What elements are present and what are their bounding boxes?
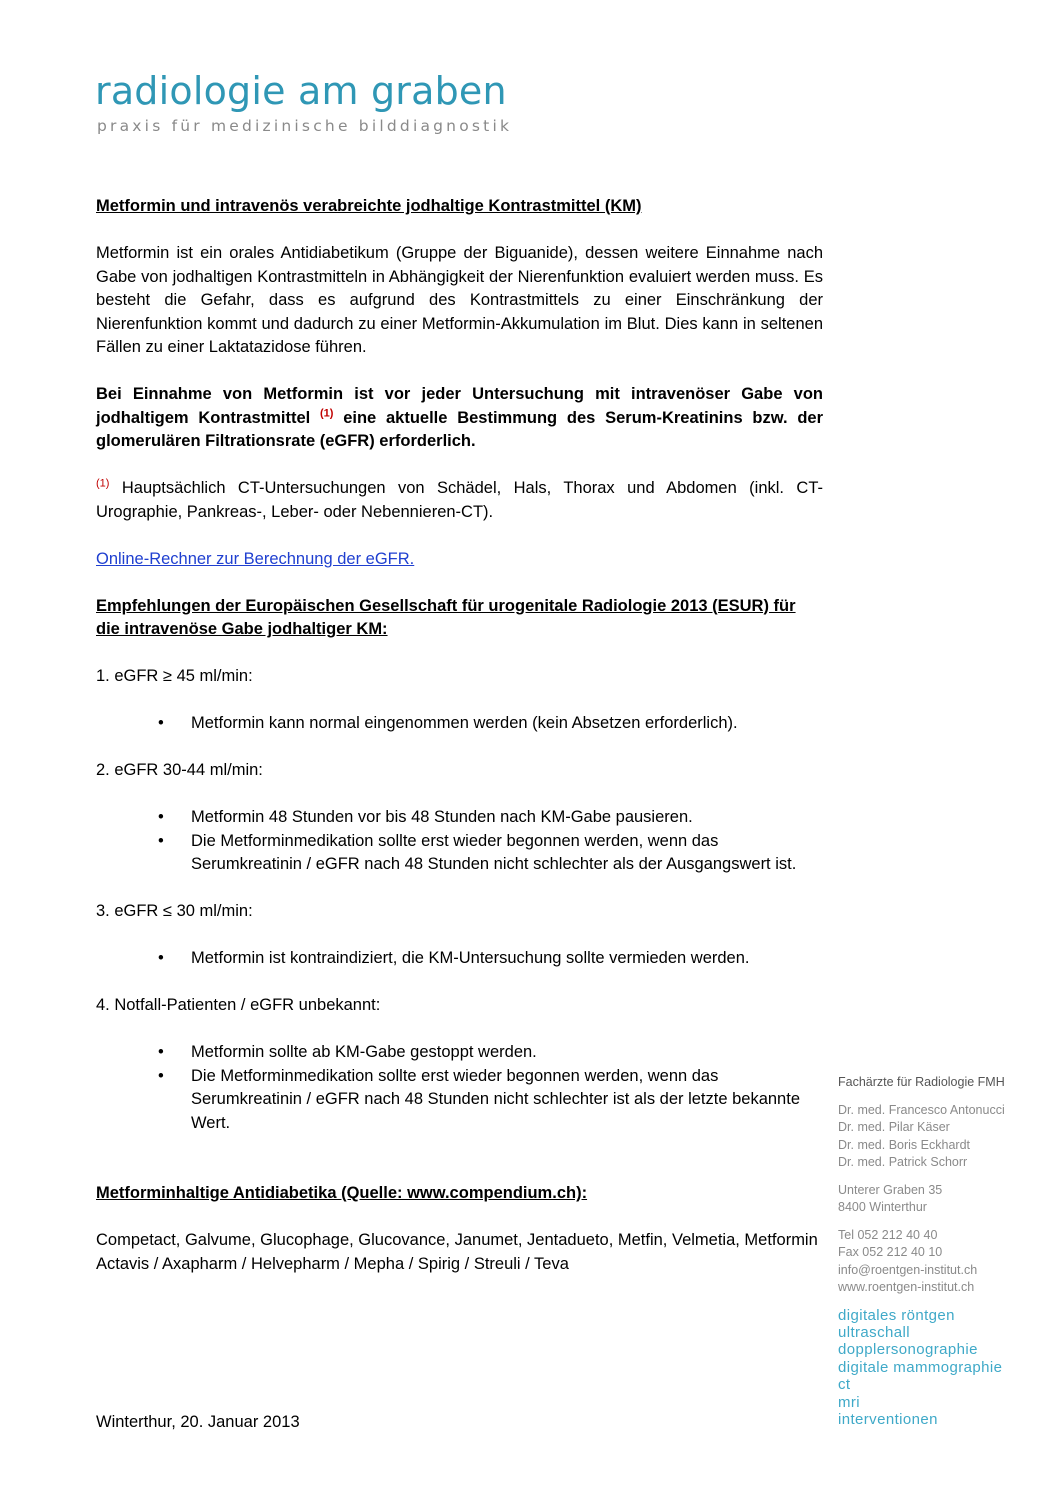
document-title: Metformin und intravenös verabreichte jodhaltige Kontrastmittel (KM) (96, 197, 642, 215)
egfr-calculator-link[interactable]: Online-Rechner zur Berechnung der eGFR. (96, 549, 415, 568)
footnote-reference: (1) (319, 407, 334, 419)
footnote-paragraph (96, 477, 823, 524)
footnote-marker: (1) (96, 477, 110, 490)
list-item: • Die Metforminmedikation sollte erst wieder begonnen werden, wenn das Serumkreatinin / eGFR nach 48 Stunden nicht schlechter ist als der letzte bekannte Wert. (191, 1065, 801, 1136)
list-item: • Metformin ist kontraindiziert, die KM-Untersuchung sollte vermieden werden. (191, 947, 801, 971)
list-item: • Die Metforminmedikation sollte erst wieder begonnen werden, wenn das Serumkreatinin / eGFR nach 48 Stunden nicht schlechter als der Ausgangswert ist. (191, 830, 801, 877)
group-2-list (96, 806, 823, 877)
fax-number: Fax 052 212 40 10 (838, 1245, 943, 1259)
list-item: • Metformin kann normal eingenommen werden (kein Absetzen erforderlich). (191, 712, 801, 736)
products-list: Competact, Galvume, Glucophage, Glucovance, Janumet, Jentadueto, Metfin, Velmetia, Metformin Actavis / Axapharm / Helvepharm / Mepha / Spirig / Streuli / Teva (96, 1231, 818, 1273)
group-3-label: 3. eGFR ≤ 30 ml/min: (96, 902, 253, 920)
letterhead-sidebar (838, 1074, 1048, 1428)
group-1-list (96, 712, 823, 736)
sidebar-heading: Fachärzte für Radiologie FMH (838, 1075, 1005, 1089)
document-date: Winterthur, 20. Januar 2013 (96, 1413, 300, 1431)
phone-number: Tel 052 212 40 40 (838, 1227, 938, 1242)
esur-heading: Empfehlungen der Europäischen Gesellschaft für urogenitale Radiologie 2013 (ESUR) für die intravenöse Gabe jodhaltiger KM: (96, 596, 796, 638)
group-4-label: 4. Notfall-Patienten / eGFR unbekannt: (96, 996, 381, 1014)
doctor-name: Dr. med. Boris Eckhardt (838, 1137, 970, 1152)
address-line: Unterer Graben 35 (838, 1182, 943, 1197)
warning-text-a: Bei Einnahme von Metformin ist vor jeder Untersuchung mit intravenöser Gabe von jodhaltigem Kontrastmittel (96, 385, 823, 427)
warning-paragraph (96, 383, 823, 454)
service-item: digitales röntgen (838, 1306, 955, 1324)
email-address: info@roentgen-institut.ch (838, 1262, 978, 1277)
service-item: dopplersonographie (838, 1341, 978, 1359)
logo-tagline: praxis für medizinische bilddiagnostik (97, 117, 513, 135)
intro-paragraph: Metformin ist ein orales Antidiabetikum (Gruppe der Biguanide), dessen weitere Einnahme nach Gabe von jodhaltigen Kontrastmitteln in Abhängigkeit der Nierenfunktion evaluiert werden muss. Es besteht die Gefahr, dass es aufgrund des Kontrastmittels zu einer Einschränkung der Nierenfunktion kommt und dadurch zu einer Metformin-Akkumulation im Blut. Dies kann in seltenen Fällen zu einer Laktatazidose führen. (96, 244, 823, 356)
group-2-label: 2. eGFR 30-44 ml/min: (96, 761, 263, 779)
warning-text-b: eine aktuelle Bestimmung des Serum-Kreatinins bzw. der glomerulären Filtrationsrate (eGFR) erforderlich. (96, 408, 823, 450)
service-item: interventionen (838, 1410, 938, 1428)
group-4-list (96, 1041, 823, 1135)
address-line: 8400 Winterthur (838, 1200, 927, 1214)
group-1-label: 1. eGFR ≥ 45 ml/min: (96, 667, 253, 685)
website-address: www.roentgen-institut.ch (838, 1280, 975, 1294)
service-item: ultraschall (838, 1323, 910, 1341)
list-item: • Metformin 48 Stunden vor bis 48 Stunden nach KM-Gabe pausieren. (191, 806, 801, 830)
footnote-text: Hauptsächlich CT-Untersuchungen von Schädel, Hals, Thorax und Abdomen (inkl. CT-Urographie, Pankreas-, Leber- oder Nebennieren-CT). (96, 479, 823, 521)
group-3-list (96, 947, 823, 971)
list-item: • Metformin sollte ab KM-Gabe gestoppt werden. (191, 1041, 801, 1065)
document-body (96, 195, 823, 1276)
doctor-name: Dr. med. Pilar Käser (838, 1120, 950, 1134)
service-item: mri (838, 1393, 861, 1411)
doctor-name: Dr. med. Patrick Schorr (838, 1155, 968, 1169)
doctor-name: Dr. med. Francesco Antonucci (838, 1102, 1005, 1117)
service-item: ct (838, 1376, 851, 1394)
egfr-calculator-link-row (96, 548, 823, 572)
service-item: digitale mammographie (838, 1358, 1003, 1376)
logo-title: radiologie am graben (95, 69, 507, 113)
products-heading: Metforminhaltige Antidiabetika (Quelle: www.compendium.ch): (96, 1184, 588, 1202)
